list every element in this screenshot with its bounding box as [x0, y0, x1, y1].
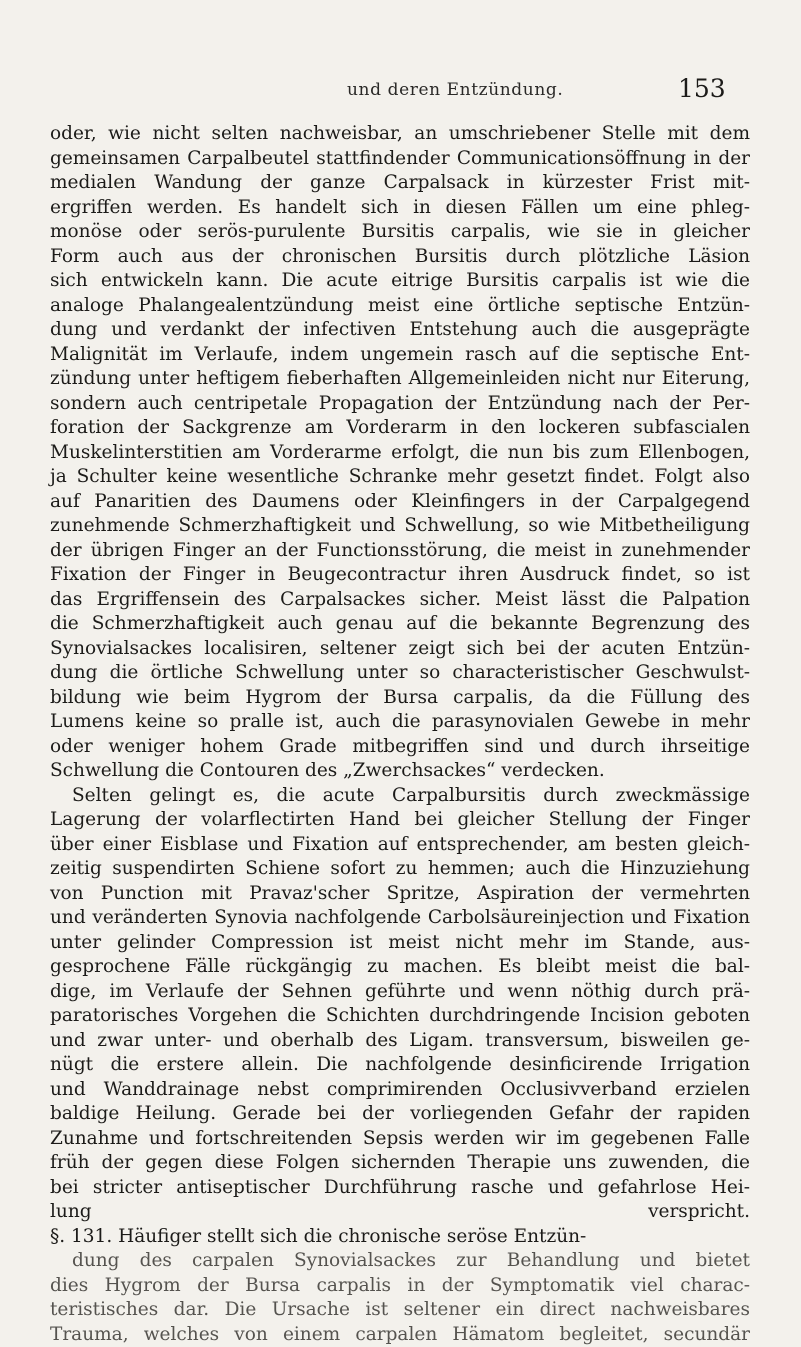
text-line: Trauma, welches von einem carpalen Hämatom begleitet, secundär: [50, 1323, 750, 1347]
body-text: [50, 122, 750, 1347]
text-line: das Ergriffensein des Carpalsackes sicher. Meist lässt die Palpation: [50, 588, 750, 613]
text-line: analoge Phalangealentzündung meist eine örtliche septische Entzün-: [50, 294, 750, 319]
text-line: Muskelinterstitien am Vorderarme erfolgt, die nun bis zum Ellenbogen,: [50, 441, 750, 466]
text-line: früh der gegen diese Folgen sichernden Therapie uns zuwenden, die: [50, 1151, 750, 1176]
text-line: von Punction mit Pravaz'scher Spritze, Aspiration der vermehrten: [50, 882, 750, 907]
text-line: ja Schulter keine wesentliche Schranke mehr gesetzt findet. Folgt also: [50, 465, 750, 490]
text-line: zunehmende Schmerzhaftigkeit und Schwellung, so wie Mitbetheiligung: [50, 514, 750, 539]
text-line: oder, wie nicht selten nachweisbar, an umschriebener Stelle mit dem: [50, 122, 750, 147]
text-line: §. 131. Häufiger stellt sich die chronische seröse Entzün-: [50, 1225, 750, 1250]
text-line: oder weniger hohem Grade mitbegriffen sind und durch ihrseitige: [50, 735, 750, 760]
text-line: lung verspricht.: [50, 1200, 750, 1225]
text-line: nügt die erstere allein. Die nachfolgende desinficirende Irrigation: [50, 1053, 750, 1078]
text-line: zündung unter heftigem fieberhaften Allgemeinleiden nicht nur Eiterung,: [50, 367, 750, 392]
page-number: 153: [678, 74, 726, 103]
text-line: über einer Eisblase und Fixation auf entsprechender, am besten gleich-: [50, 833, 750, 858]
text-line: und veränderten Synovia nachfolgende Carbolsäureinjection und Fixation: [50, 906, 750, 931]
text-line: bildung wie beim Hygrom der Bursa carpalis, da die Füllung des: [50, 686, 750, 711]
text-line: dung des carpalen Synovialsackes zur Behandlung und bietet: [50, 1249, 750, 1274]
text-line: auf Panaritien des Daumens oder Kleinfingers in der Carpalgegend: [50, 490, 750, 515]
text-line: Zunahme und fortschreitenden Sepsis werden wir im gegebenen Falle: [50, 1127, 750, 1152]
text-line: Selten gelingt es, die acute Carpalbursitis durch zweckmässige: [50, 784, 750, 809]
text-line: dige, im Verlaufe der Sehnen geführte und wenn nöthig durch prä-: [50, 980, 750, 1005]
text-line: Schwellung die Contouren des „Zwerchsackes“ verdecken.: [50, 759, 750, 784]
text-line: foration der Sackgrenze am Vorderarm in den lockeren subfascialen: [50, 416, 750, 441]
text-line: bei stricter antiseptischer Durchführung rasche und gefahrlose Hei-: [50, 1176, 750, 1201]
text-line: zeitig suspendirten Schiene sofort zu hemmen; auch die Hinzuziehung: [50, 857, 750, 882]
text-line: sondern auch centripetale Propagation der Entzündung nach der Per-: [50, 392, 750, 417]
text-line: gesprochene Fälle rückgängig zu machen. Es bleibt meist die bal-: [50, 955, 750, 980]
text-line: der übrigen Finger an der Functionsstörung, die meist in zunehmender: [50, 539, 750, 564]
text-line: medialen Wandung der ganze Carpalsack in kürzester Frist mit-: [50, 171, 750, 196]
text-line: dung und verdankt der infectiven Entstehung auch die ausgeprägte: [50, 318, 750, 343]
text-line: monöse oder serös-purulente Bursitis carpalis, wie sie in gleicher: [50, 220, 750, 245]
text-line: paratorisches Vorgehen die Schichten durchdringende Incision geboten: [50, 1004, 750, 1029]
text-line: ergriffen werden. Es handelt sich in diesen Fällen um eine phleg-: [50, 196, 750, 221]
text-line: Fixation der Finger in Beugecontractur ihren Ausdruck findet, so ist: [50, 563, 750, 588]
running-title: und deren Entzündung.: [347, 80, 563, 100]
text-line: Form auch aus der chronischen Bursitis durch plötzliche Läsion: [50, 245, 750, 270]
text-line: unter gelinder Compression ist meist nicht mehr im Stande, aus-: [50, 931, 750, 956]
text-line: Lagerung der volarflectirten Hand bei gleicher Stellung der Finger: [50, 808, 750, 833]
text-line: gemeinsamen Carpalbeutel stattfindender Communicationsöffnung in der: [50, 147, 750, 172]
text-line: teristisches dar. Die Ursache ist seltener ein direct nachweisbares: [50, 1298, 750, 1323]
text-line: Malignität im Verlaufe, indem ungemein rasch auf die septische Ent-: [50, 343, 750, 368]
page-header: [0, 74, 801, 114]
text-line: die Schmerzhaftigkeit auch genau auf die bekannte Begrenzung des: [50, 612, 750, 637]
text-line: und Wanddrainage nebst comprimirenden Occlusivverband erzielen: [50, 1078, 750, 1103]
text-line: und zwar unter- und oberhalb des Ligam. transversum, bisweilen ge-: [50, 1029, 750, 1054]
text-line: dies Hygrom der Bursa carpalis in der Symptomatik viel charac-: [50, 1274, 750, 1299]
text-line: dung die örtliche Schwellung unter so characteristischer Geschwulst-: [50, 661, 750, 686]
text-line: sich entwickeln kann. Die acute eitrige Bursitis carpalis ist wie die: [50, 269, 750, 294]
text-line: baldige Heilung. Gerade bei der vorliegenden Gefahr der rapiden: [50, 1102, 750, 1127]
text-line: Synovialsackes localisiren, seltener zeigt sich bei der acuten Entzün-: [50, 637, 750, 662]
text-line: Lumens keine so pralle ist, auch die parasynovialen Gewebe in mehr: [50, 710, 750, 735]
